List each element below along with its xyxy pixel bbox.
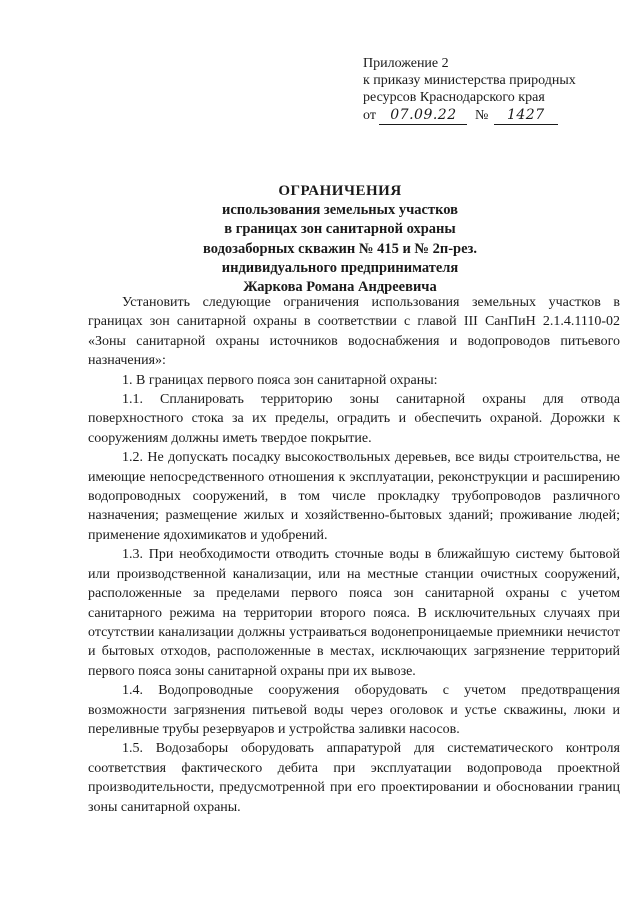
appendix-title: Приложение 2	[363, 56, 449, 71]
title-line: водозаборных скважин № 415 и № 2п-рез.	[203, 240, 477, 257]
appendix-ministry-line: ресурсов Краснодарского края	[363, 90, 545, 105]
appendix-date-line	[363, 107, 633, 125]
document-title-block	[60, 182, 620, 297]
document-body	[88, 293, 620, 817]
intro-paragraph: Установить следующие ограничения использования земельных участков в границах зон санитарной охраны в соответствии с главой III СанПиН 2.1.4.1110-02 «Зоны санитарной охраны источников водоснабжения и водопроводов питьевого назначения»:	[88, 295, 620, 369]
number-label: №	[474, 108, 489, 123]
paragraph-1-1: 1.1. Спланировать территорию зоны санитарной охраны для отвода поверхностного стока за их пределы, оградить и обеспечить охраной. Дорожки к сооружениям должны иметь твердое покрытие.	[88, 392, 620, 446]
title-line: в границах зон санитарной охраны	[224, 221, 456, 238]
section-heading: 1. В границах первого пояса зон санитарной охраны:	[122, 372, 438, 388]
paragraph-1-5: 1.5. Водозаборы оборудовать аппаратурой для систематического контроля соответствия фактического дебита при эксплуатации водопровода проектной производительности, предусмотренной при его проектировании и обосновании границ зоны санитарной охраны.	[88, 741, 620, 815]
appendix-block	[363, 55, 633, 125]
from-label: от	[363, 108, 376, 123]
document-title: ОГРАНИЧЕНИЯ	[278, 183, 402, 199]
title-line: индивидуального предпринимателя	[221, 259, 459, 276]
handwritten-number: 1427	[494, 107, 558, 125]
paragraph-1-2: 1.2. Не допускать посадку высокоствольных деревьев, все виды строительства, не имеющие непосредственного отношения к эксплуатации, реконструкции и расширению водопроводных сооружений, в том числе прокладку трубопроводов различного назначения; размещение жилых и хозяйственно-бытовых зданий; проживание людей; применение ядохимикатов и удобрений.	[88, 450, 620, 543]
title-line: использования земельных участков	[222, 202, 458, 218]
appendix-order-line: к приказу министерства природных	[363, 73, 576, 88]
title-line: Жаркова Романа Андреевича	[243, 279, 437, 296]
paragraph-1-3: 1.3. При необходимости отводить сточные воды в ближайшую систему бытовой или производственной канализации, или на местные станции очистных сооружений, расположенные за пределами первого пояса зон санитарной охраны с учетом санитарного режима на территории второго пояса. В исключительных случаях при отсутствии канализации должны устраиваться водонепроницаемые приемники нечистот и бытовых отходов, расположенные в местах, исключающих загрязнение территорий первого пояса зоны санитарной охраны при их вывозе.	[88, 547, 620, 679]
handwritten-date: 07.09.22	[379, 107, 467, 125]
paragraph-1-4: 1.4. Водопроводные сооружения оборудовать с учетом предотвращения возможности загрязнения питьевой воды через оголовок и устье скважины, люки и переливные трубы резервуаров и устройства заливки насосов.	[88, 683, 620, 737]
